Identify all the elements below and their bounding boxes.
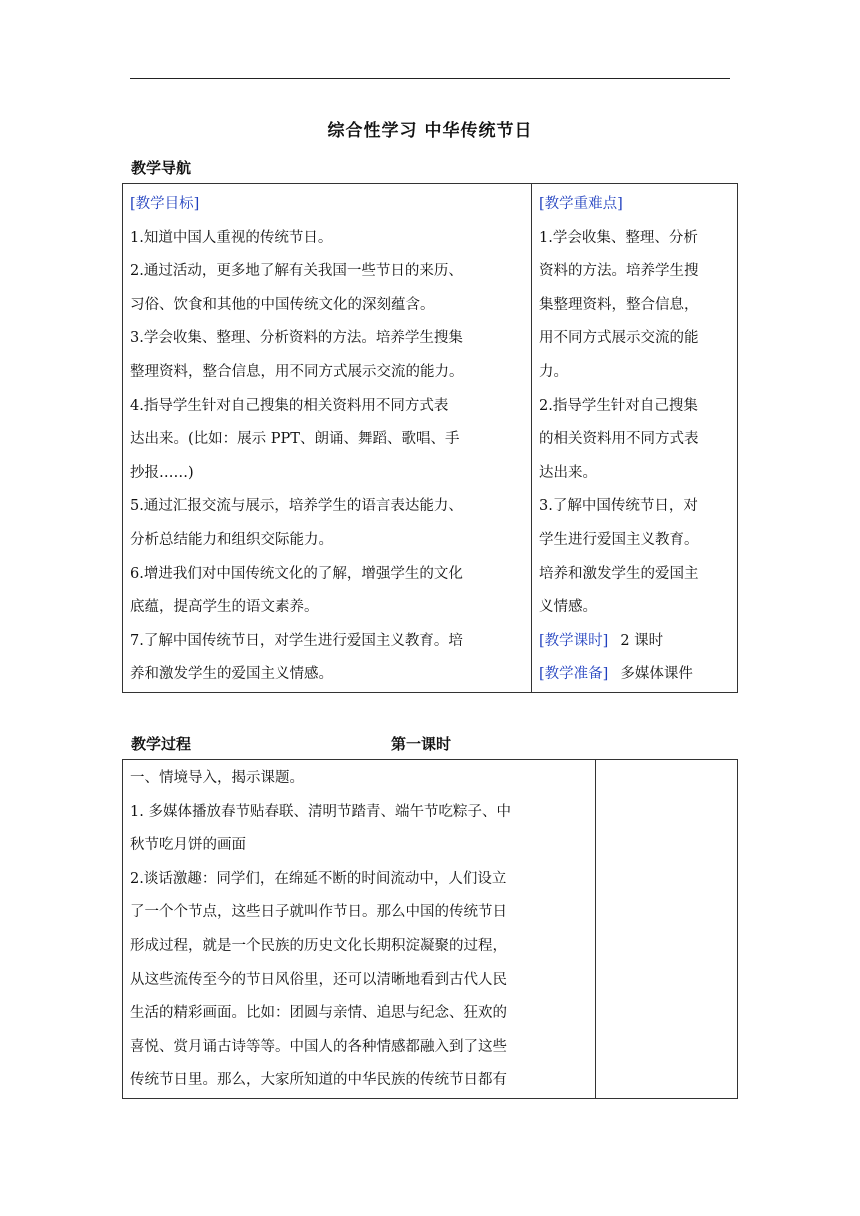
process-line: 了一个个节点，这些日子就叫作节日。那么中国的传统节日 [130, 904, 507, 921]
process-line: 喜悦、赏月诵古诗等等。中国人的各种情感都融入到了这些 [130, 1038, 507, 1055]
keypoint-line: 资料的方法。培养学生搜 [539, 263, 699, 280]
preparation-value: 多媒体课件 [620, 666, 693, 683]
keypoints-cell [532, 184, 738, 693]
goal-line: 抄报……) [130, 464, 194, 481]
process-table [122, 759, 738, 1099]
goal-line: 1.知道中国人重视的传统节日。 [130, 229, 333, 246]
goal-line: 分析总结能力和组织交际能力。 [130, 531, 333, 548]
keypoint-line: 1.学会收集、整理、分析 [539, 229, 698, 246]
process-line: 从这些流传至今的节日风俗里，还可以清晰地看到古代人民 [130, 971, 507, 988]
goal-line: 整理资料，整合信息，用不同方式展示交流的能力。 [130, 363, 464, 380]
keypoint-line: 力。 [539, 363, 568, 380]
process-line: 2.谈话激趣：同学们，在绵延不断的时间流动中，人们设立 [130, 870, 507, 887]
goals-cell [123, 184, 532, 693]
section-label-process: 教学过程 [131, 735, 192, 753]
goal-line: 4.指导学生针对自己搜集的相关资料用不同方式表 [130, 397, 449, 414]
keypoints-list [539, 222, 730, 625]
goal-line: 达出来。(比如：展示 PPT、朗诵、舞蹈、歌唱、手 [130, 431, 460, 448]
keypoints-heading: [教学重难点] [539, 196, 623, 212]
process-line: 1. 多媒体播放春节贴春联、清明节踏青、端午节吃粽子、中 [130, 803, 511, 820]
process-line: 一、情境导入，揭示课题。 [130, 770, 304, 786]
keypoint-line: 学生进行爱国主义教育。 [539, 531, 699, 548]
process-line: 传统节日里。那么，大家所知道的中华民族的传统节日都有 [130, 1072, 507, 1089]
process-list [130, 762, 588, 1098]
goal-line: 2.通过活动，更多地了解有关我国一些节日的来历、 [130, 263, 463, 280]
goal-line: 习俗、饮食和其他的中国传统文化的深刻蕴含。 [130, 296, 435, 313]
goal-line: 7.了解中国传统节日，对学生进行爱国主义教育。培 [130, 632, 463, 649]
keypoint-line: 培养和激发学生的爱国主 [539, 565, 699, 582]
document-title: 综合性学习 中华传统节日 [327, 121, 533, 141]
keypoint-line: 的相关资料用不同方式表 [539, 431, 699, 448]
lesson-hours-value: 2 课时 [620, 632, 664, 649]
preparation-label: [教学准备] [539, 666, 609, 683]
goal-line: 底蕴，提高学生的语文素养。 [130, 599, 319, 616]
preparation-row [539, 658, 730, 692]
keypoint-line: 2.指导学生针对自己搜集 [539, 397, 698, 414]
goal-line: 6.增进我们对中国传统文化的了解，增强学生的文化 [130, 565, 463, 582]
section-label-navigation: 教学导航 [131, 159, 192, 177]
process-line: 秋节吃月饼的画面 [130, 837, 246, 854]
goals-list [130, 222, 524, 692]
process-line: 形成过程，就是一个民族的历史文化长期积淀凝聚的过程， [130, 937, 507, 954]
goals-heading: [教学目标] [130, 196, 200, 212]
process-line: 生活的精彩画面。比如：团圆与亲情、追思与纪念、狂欢的 [130, 1005, 507, 1022]
keypoint-line: 义情感。 [539, 599, 597, 616]
goal-line: 养和激发学生的爱国主义情感。 [130, 666, 333, 683]
navigation-table [122, 183, 738, 693]
lesson-hours-row [539, 625, 730, 659]
keypoint-line: 达出来。 [539, 464, 597, 481]
process-content-cell [123, 760, 596, 1099]
process-notes-cell [596, 760, 738, 1099]
goal-line: 5.通过汇报交流与展示，培养学生的语言表达能力、 [130, 498, 463, 515]
lesson-hours-label: [教学课时] [539, 632, 609, 649]
keypoint-line: 用不同方式展示交流的能 [539, 330, 699, 347]
lesson-title: 第一课时 [391, 735, 452, 753]
header-rule [130, 78, 730, 79]
goal-line: 3.学会收集、整理、分析资料的方法。培养学生搜集 [130, 330, 463, 347]
keypoint-line: 3.了解中国传统节日，对 [539, 498, 698, 515]
keypoint-line: 集整理资料，整合信息， [539, 296, 699, 313]
